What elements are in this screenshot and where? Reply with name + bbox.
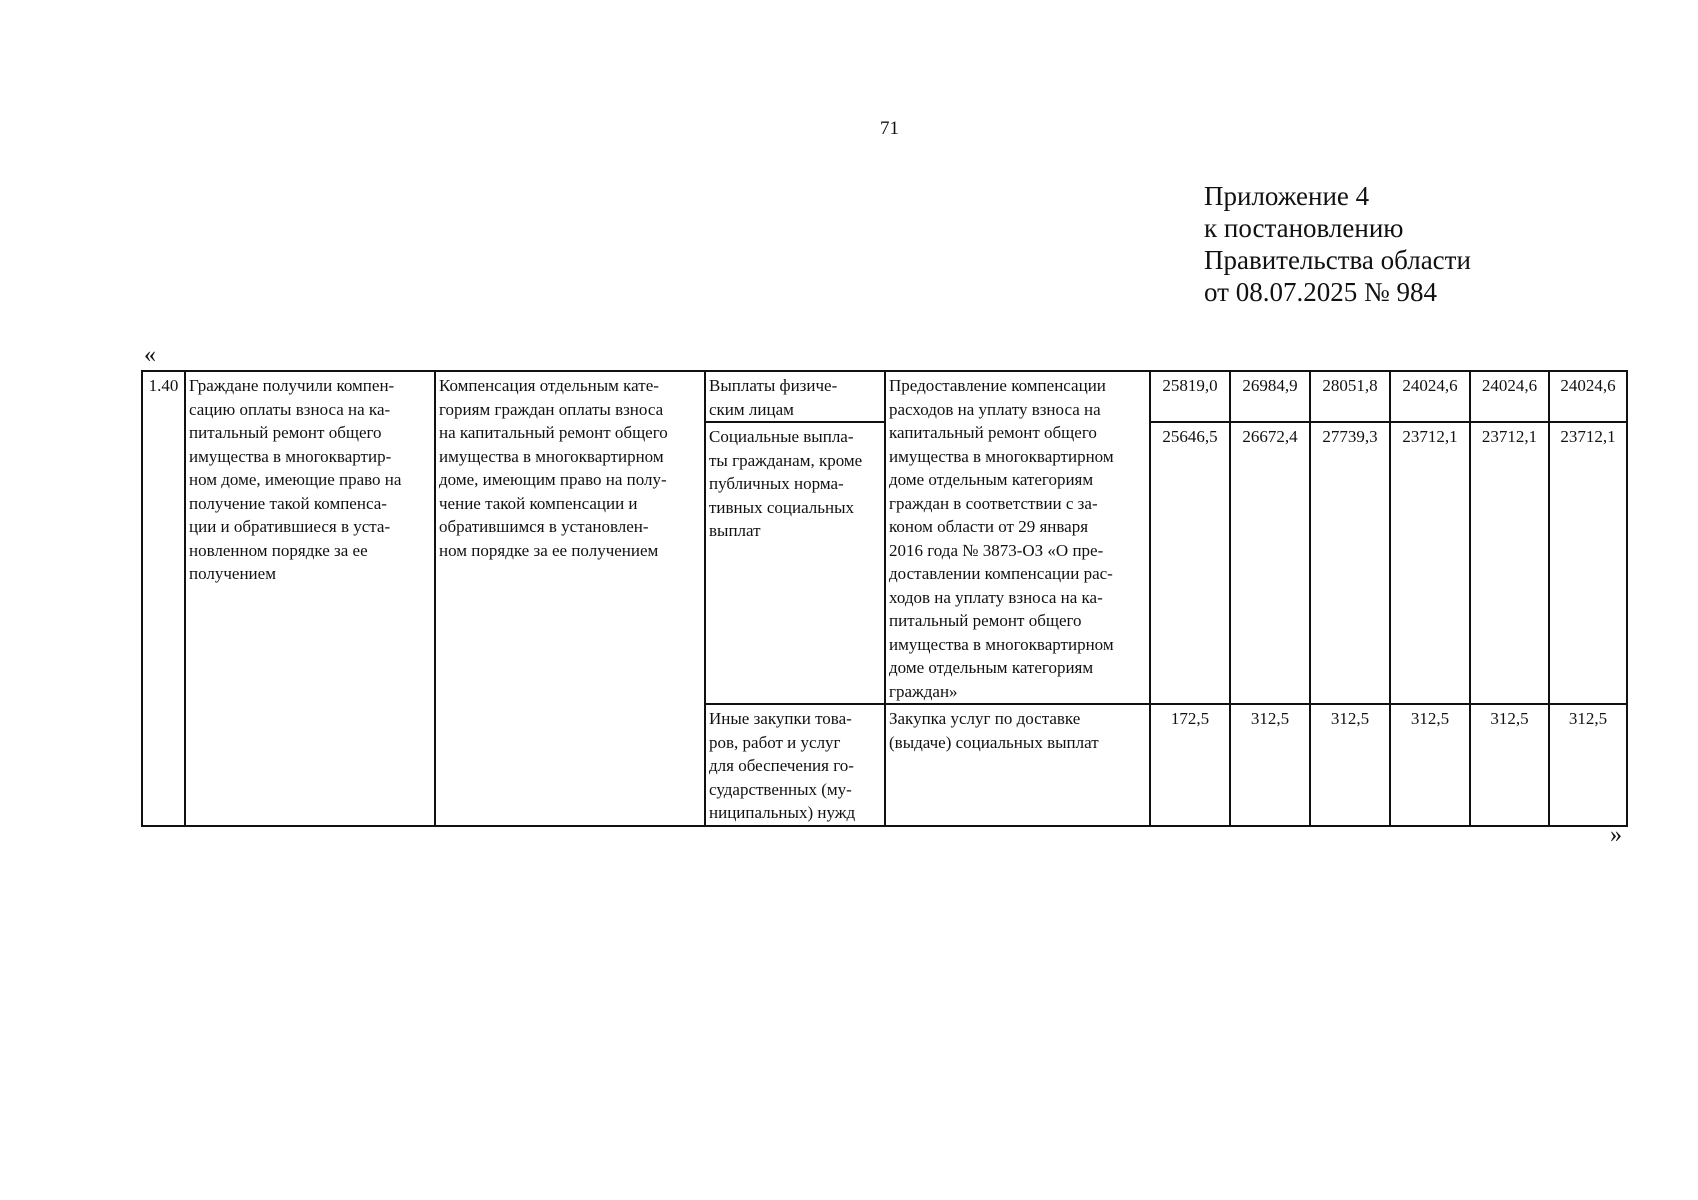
value-cell: 26672,4 — [1230, 422, 1310, 704]
purpose-cell: Предоставление компенсации расходов на уплату взноса на капитальный ремонт общего имущества в многоквартирном доме отдельным категориям граждан в соответствии с за- коном области от 29 января 2016 года № 3873-ОЗ «О пре- доставлении компенсации рас- ходов на уплату взноса на ка- питальный ремонт общего имущества в многоквартирном доме отдельным категориям граждан» — [885, 371, 1150, 704]
value-cell: 26984,9 — [1230, 371, 1310, 422]
value-cell: 24024,6 — [1390, 371, 1470, 422]
value-cell: 25646,5 — [1150, 422, 1230, 704]
row-number: 1.40 — [142, 371, 185, 826]
appendix-line: от 08.07.2025 № 984 — [1204, 277, 1437, 307]
appendix-line: Правительства области — [1204, 245, 1471, 275]
value-cell: 312,5 — [1310, 704, 1390, 826]
value-cell: 27739,3 — [1310, 422, 1390, 704]
appendix-header — [1204, 180, 1471, 308]
opening-quote: « — [144, 342, 156, 368]
budget-table — [141, 370, 1628, 827]
value-cell: 24024,6 — [1549, 371, 1627, 422]
value-cell: 28051,8 — [1310, 371, 1390, 422]
value-cell: 312,5 — [1230, 704, 1310, 826]
value-cell: 25819,0 — [1150, 371, 1230, 422]
closing-quote: » — [1610, 822, 1622, 848]
value-cell: 23712,1 — [1390, 422, 1470, 704]
appendix-line: Приложение 4 — [1204, 181, 1370, 211]
measure-cell: Компенсация отдельным кате- гориям граждан оплаты взноса на капитальный ремонт общего имущества в многоквартирном доме, имеющим право на полу- чение такой компенсации и обратившимся в установлен- ном порядке за ее получением — [435, 371, 705, 826]
value-cell: 24024,6 — [1470, 371, 1549, 422]
expense-type-procurement: Иные закупки това- ров, работ и услуг для обеспечения го- сударственных (му- ниципальных) нужд — [705, 704, 885, 826]
expense-type-total: Выплаты физиче- ским лицам — [705, 371, 885, 422]
value-cell: 172,5 — [1150, 704, 1230, 826]
result-cell: Граждане получили компен- сацию оплаты взноса на ка- питальный ремонт общего имущества в многоквартир- ном доме, имеющие право на получение такой компенса- ции и обратившиеся в уста- новленном порядке за ее получением — [185, 371, 435, 826]
value-cell: 312,5 — [1470, 704, 1549, 826]
expense-type-social: Социальные выпла- ты гражданам, кроме публичных норма- тивных социальных выплат — [705, 422, 885, 704]
value-cell: 23712,1 — [1549, 422, 1627, 704]
purpose-procurement-cell: Закупка услуг по доставке (выдаче) социальных выплат — [885, 704, 1150, 826]
page-number: 71 — [880, 118, 899, 139]
value-cell: 312,5 — [1549, 704, 1627, 826]
value-cell: 23712,1 — [1470, 422, 1549, 704]
value-cell: 312,5 — [1390, 704, 1470, 826]
appendix-line: к постановлению — [1204, 213, 1404, 243]
table-row — [142, 371, 1627, 422]
